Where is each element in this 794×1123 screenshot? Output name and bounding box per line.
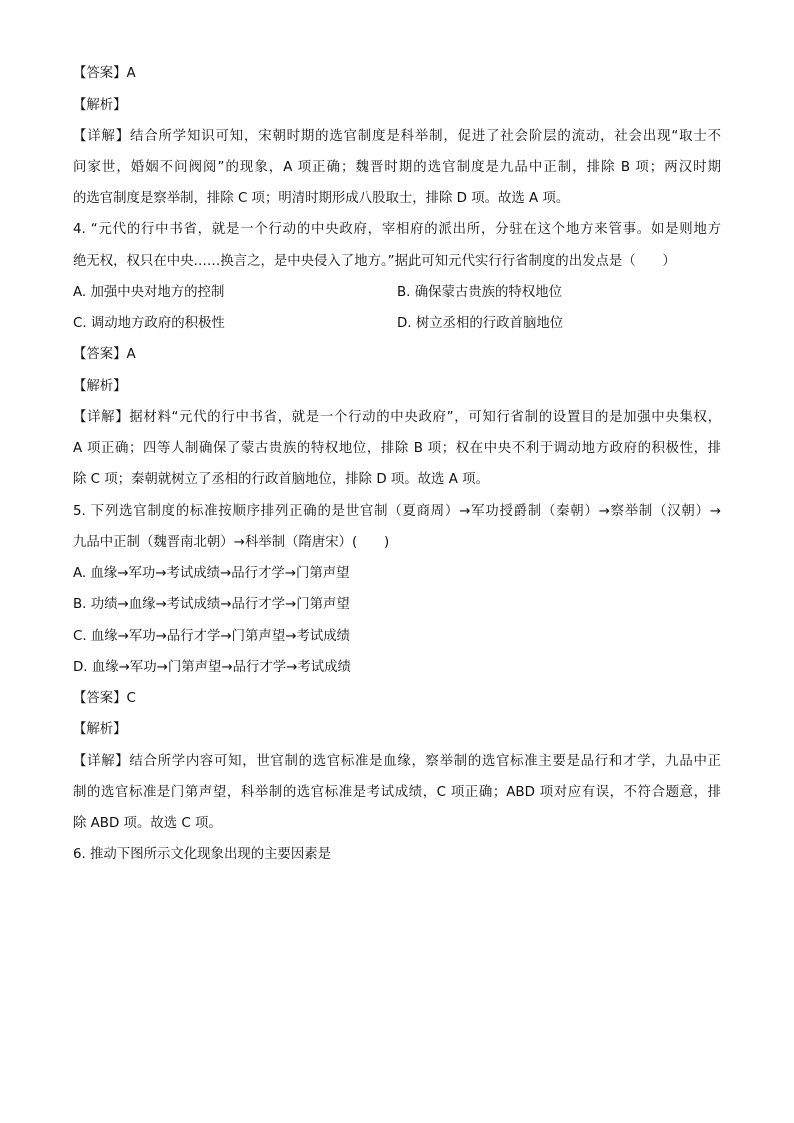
question-6-line1: 6. 推动下图所示文化现象出现的主要因素是 [73,847,332,862]
answer-label-q5: 【答案】C [73,691,136,706]
question-4-option-a: A. 加强中央对地方的控制 [73,285,225,300]
explanation-q5-line3: 除 ABD 项。故选 C 项。 [73,816,222,831]
question-5-line2: 九品中正制（魏晋南北朝）→科举制（隋唐宋）( ) [73,535,390,550]
explanation-q3-line2: 问家世，婚姻不问阀阅”的现象，A 项正确；魏晋时期的选官制度是九品中正制，排除 B 项；两汉时期 [73,160,721,175]
explanation-q5-line1: 【详解】结合所学内容可知，世官制的选官标准是血缘，察举制的选官标准主要是品行和才学，九品中正 [73,754,721,769]
question-5-line1: 5. 下列选官制度的标准按顺序排列正确的是世官制（夏商周）→军功授爵制（秦朝）→察举制（汉朝）→ [73,504,721,519]
question-5-option-d: D. 血缘→军功→门第声望→品行才学→考试成绩 [73,660,351,675]
explanation-q3-line3: 的选官制度是察举制，排除 C 项；明清时期形成八股取士，排除 D 项。故选 A 项。 [73,191,570,206]
answer-label-q3: 【答案】A [73,66,136,81]
question-4-option-d: D. 树立丞相的行政首脑地位 [397,316,564,331]
question-5-option-a: A. 血缘→军功→考试成绩→品行才学→门第声望 [73,566,350,581]
question-4-line2: 绝无权，权只在中央……换言之，是中央侵入了地方。”据此可知元代实行行省制度的出发点是（ ） [73,254,676,269]
explanation-q3-line1: 【详解】结合所学知识可知，宋朝时期的选官制度是科举制，促进了社会阶层的流动，社会出现“取士不 [73,129,721,144]
question-5-option-c: C. 血缘→军功→品行才学→门第声望→考试成绩 [73,629,350,644]
explanation-q4-line3: 除 C 项；秦朝就树立了丞相的行政首脑地位，排除 D 项。故选 A 项。 [73,472,489,487]
question-4-line1: 4. “元代的行中书省，就是一个行动的中央政府，宰相府的派出所，分驻在这个地方来管事。如是则地方 [73,222,721,237]
question-4-option-b: B. 确保蒙古贵族的特权地位 [397,285,562,300]
question-5-option-b: B. 功绩→血缘→考试成绩→品行才学→门第声望 [73,597,350,612]
explanation-q4-line2: A 项正确；四等人制确保了蒙古贵族的特权地位，排除 B 项；权在中央不利于调动地方政府的积极性，排 [73,441,721,456]
explanation-q5-line2: 制的选官标准是门第声望，科举制的选官标准是考试成绩，C 项正确；ABD 项对应有误，不符合题意，排 [73,785,721,800]
analysis-label-q3: 【解析】 [73,98,127,113]
answer-label-q4: 【答案】A [73,347,136,362]
analysis-label-q4: 【解析】 [73,379,127,394]
explanation-q4-line1: 【详解】据材料“元代的行中书省，就是一个行动的中央政府”，可知行省制的设置目的是加强中央集权， [73,410,721,425]
question-4-option-c: C. 调动地方政府的积极性 [73,316,225,331]
analysis-label-q5: 【解析】 [73,722,127,737]
